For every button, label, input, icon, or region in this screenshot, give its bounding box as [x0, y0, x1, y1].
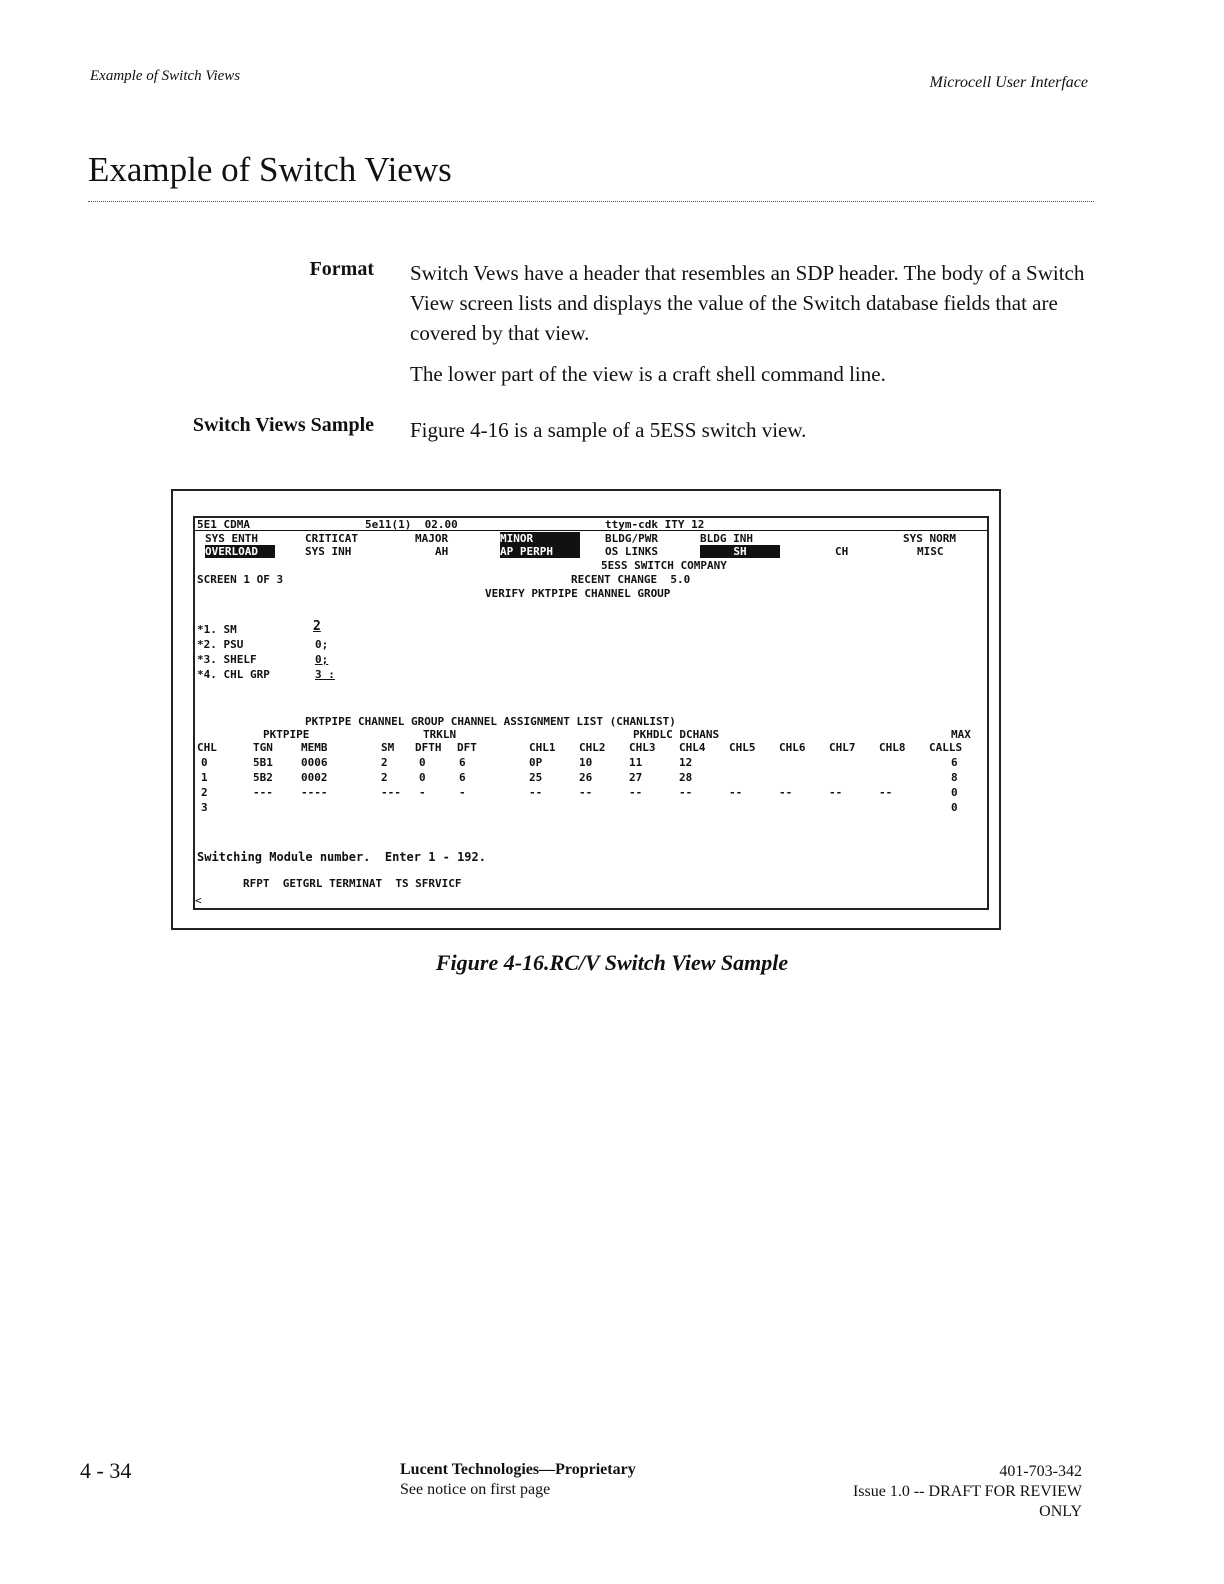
subheader-trkln: TRKLN: [423, 728, 457, 741]
screen-cursor: <: [195, 894, 202, 907]
footer-doc-number: 401-703-342: [999, 1463, 1082, 1480]
col-header-chl4: CHL4: [679, 741, 706, 754]
table-cell: --: [529, 786, 543, 799]
table-cell: --: [629, 786, 643, 799]
col-header-sm: SM: [381, 741, 395, 754]
table-cell: 25: [529, 771, 543, 784]
table-cell: 0: [419, 771, 426, 784]
section-label-format: Format: [309, 258, 374, 280]
screen-prompt: Switching Module number. Enter 1 - 192.: [197, 850, 486, 864]
field-label-chl-grp: *4. CHL GRP: [197, 668, 270, 681]
table-cell: 0P: [529, 756, 543, 769]
table-cell: 6: [459, 771, 466, 784]
table-cell: 8: [951, 771, 958, 784]
table-cell: --: [579, 786, 593, 799]
page-number: 4 - 34: [80, 1458, 132, 1483]
status-minor: MINOR: [500, 532, 580, 545]
table-cell: 0: [201, 756, 208, 769]
field-label-sm: *1. SM: [197, 623, 237, 636]
table-cell: 26: [579, 771, 593, 784]
table-cell: ---: [381, 786, 401, 799]
screen-command-line[interactable]: RFPT GETGRL TERMINAT TS SFRVICF: [243, 877, 462, 890]
col-header-chl2: CHL2: [579, 741, 606, 754]
status-overload: OVERLOAD: [205, 545, 275, 558]
table-cell: 2: [381, 771, 388, 784]
status-ch: CH: [835, 545, 849, 558]
col-header-tgn: TGN: [253, 741, 273, 754]
footer-issue: Issue 1.0 -- DRAFT FOR REVIEW: [852, 1483, 1082, 1500]
screen-system-name: 5E1 CDMA: [197, 518, 250, 531]
screen-header-rule: [195, 530, 987, 531]
switch-view-screen: [193, 516, 989, 910]
status-bldg-pwr: BLDG/PWR: [605, 532, 658, 545]
sample-paragraph: Figure 4-16 is a sample of a 5ESS switch view.: [410, 418, 807, 442]
figure-caption: Figure 4-16.RC/V Switch View Sample: [435, 950, 789, 975]
status-sys-norm: SYS NORM: [903, 532, 956, 545]
format-paragraph-2: The lower part of the view is a craft shell command line.: [410, 362, 886, 386]
table-cell: 0: [951, 786, 958, 799]
screen-verify-title: VERIFY PKTPIPE CHANNEL GROUP: [485, 587, 671, 600]
table-cell: 0: [419, 756, 426, 769]
running-header-right: Microcell User Interface: [929, 74, 1088, 91]
table-cell: ---: [253, 786, 273, 799]
subheader-max: MAX: [951, 728, 971, 741]
table-cell: 0002: [301, 771, 328, 784]
col-header-chl6: CHL6: [779, 741, 806, 754]
format-paragraph-1: Switch Vews have a header that resembles an SDP header. The body of a Switch View screen lists and displays the value of the Switch database fields that are covered by that view.: [410, 261, 1085, 345]
list-title: PKTPIPE CHANNEL GROUP CHANNEL ASSIGNMENT LIST (CHANLIST): [305, 715, 676, 728]
table-cell: --: [779, 786, 793, 799]
table-cell: 12: [679, 756, 693, 769]
subheader-pkhdlc-dchans: PKHDLC DCHANS: [633, 728, 720, 741]
col-header-memb: MEMB: [301, 741, 328, 754]
title-rule: [88, 201, 1094, 202]
status-misc: MISC: [917, 545, 944, 558]
table-cell: 2: [201, 786, 208, 799]
col-header-dft: DFT: [457, 741, 477, 754]
table-row: [195, 801, 987, 815]
table-cell: --: [829, 786, 843, 799]
screen-terminal: ttym-cdk ITY 12: [605, 518, 705, 531]
footer-issue-only: ONLY: [1039, 1503, 1082, 1520]
table-row: [195, 771, 987, 785]
screen-company: 5ESS SWITCH COMPANY: [601, 559, 727, 572]
page-title: Example of Switch Views: [88, 150, 452, 189]
table-cell: 1: [201, 771, 208, 784]
status-bldg-inh: BLDG INH: [700, 532, 753, 545]
col-header-chl: CHL: [197, 741, 217, 754]
table-cell: 0006: [301, 756, 328, 769]
status-ah: AH: [435, 545, 449, 558]
table-cell: 11: [629, 756, 643, 769]
screen-recent-change: RECENT CHANGE 5.0: [571, 573, 691, 586]
col-header-chl5: CHL5: [729, 741, 756, 754]
status-critical: CRITICAT: [305, 532, 358, 545]
status-sh: SH: [700, 545, 780, 558]
table-cell: --: [729, 786, 743, 799]
subheader-pktpipe: PKTPIPE: [263, 728, 310, 741]
table-cell: 3: [201, 801, 208, 814]
table-cell: -: [459, 786, 466, 799]
status-sys-enth: SYS ENTH: [205, 532, 258, 545]
status-ap-perph: AP PERPH: [500, 545, 580, 558]
table-cell: --: [879, 786, 893, 799]
table-row: [195, 786, 987, 800]
table-cell: 5B1: [253, 756, 273, 769]
status-major: MAJOR: [415, 532, 449, 545]
table-cell: 10: [579, 756, 593, 769]
col-header-calls: CALLS: [929, 741, 963, 754]
table-cell: -: [419, 786, 426, 799]
table-cell: ----: [301, 786, 328, 799]
col-header-dfth: DFTH: [415, 741, 442, 754]
footer-right: [853, 1462, 1082, 1522]
status-os-links: OS LINKS: [605, 545, 658, 558]
field-value-shelf[interactable]: 0;: [315, 653, 329, 666]
table-cell: 2: [381, 756, 388, 769]
figure-frame: [171, 489, 1001, 930]
field-value-chl-grp[interactable]: 3 :: [315, 668, 335, 681]
col-header-chl3: CHL3: [629, 741, 656, 754]
col-header-chl1: CHL1: [529, 741, 556, 754]
table-cell: 6: [951, 756, 958, 769]
section-label-switch-views-sample: Switch Views Sample: [192, 414, 374, 436]
field-value-psu[interactable]: 0;: [315, 638, 329, 651]
table-cell: 27: [629, 771, 643, 784]
table-cell: 28: [679, 771, 693, 784]
col-header-chl7: CHL7: [829, 741, 856, 754]
footer-center: [400, 1460, 636, 1500]
screen-version: 5e11(1) 02.00: [365, 518, 458, 531]
table-cell: 5B2: [253, 771, 273, 784]
running-header-left: Example of Switch Views: [90, 68, 241, 84]
field-label-psu: *2. PSU: [197, 638, 244, 651]
footer-company: Lucent Technologies—Proprietary: [400, 1461, 636, 1478]
chanlist-rows: [195, 756, 987, 826]
field-value-sm[interactable]: 2: [313, 619, 321, 634]
footer-notice: See notice on first page: [400, 1481, 551, 1498]
table-row: [195, 756, 987, 770]
table-cell: --: [679, 786, 693, 799]
status-sys-inh: SYS INH: [305, 545, 352, 558]
table-cell: 0: [951, 801, 958, 814]
field-label-shelf: *3. SHELF: [197, 653, 257, 666]
col-header-chl8: CHL8: [879, 741, 906, 754]
table-cell: 6: [459, 756, 466, 769]
screen-number: SCREEN 1 OF 3: [197, 573, 284, 586]
